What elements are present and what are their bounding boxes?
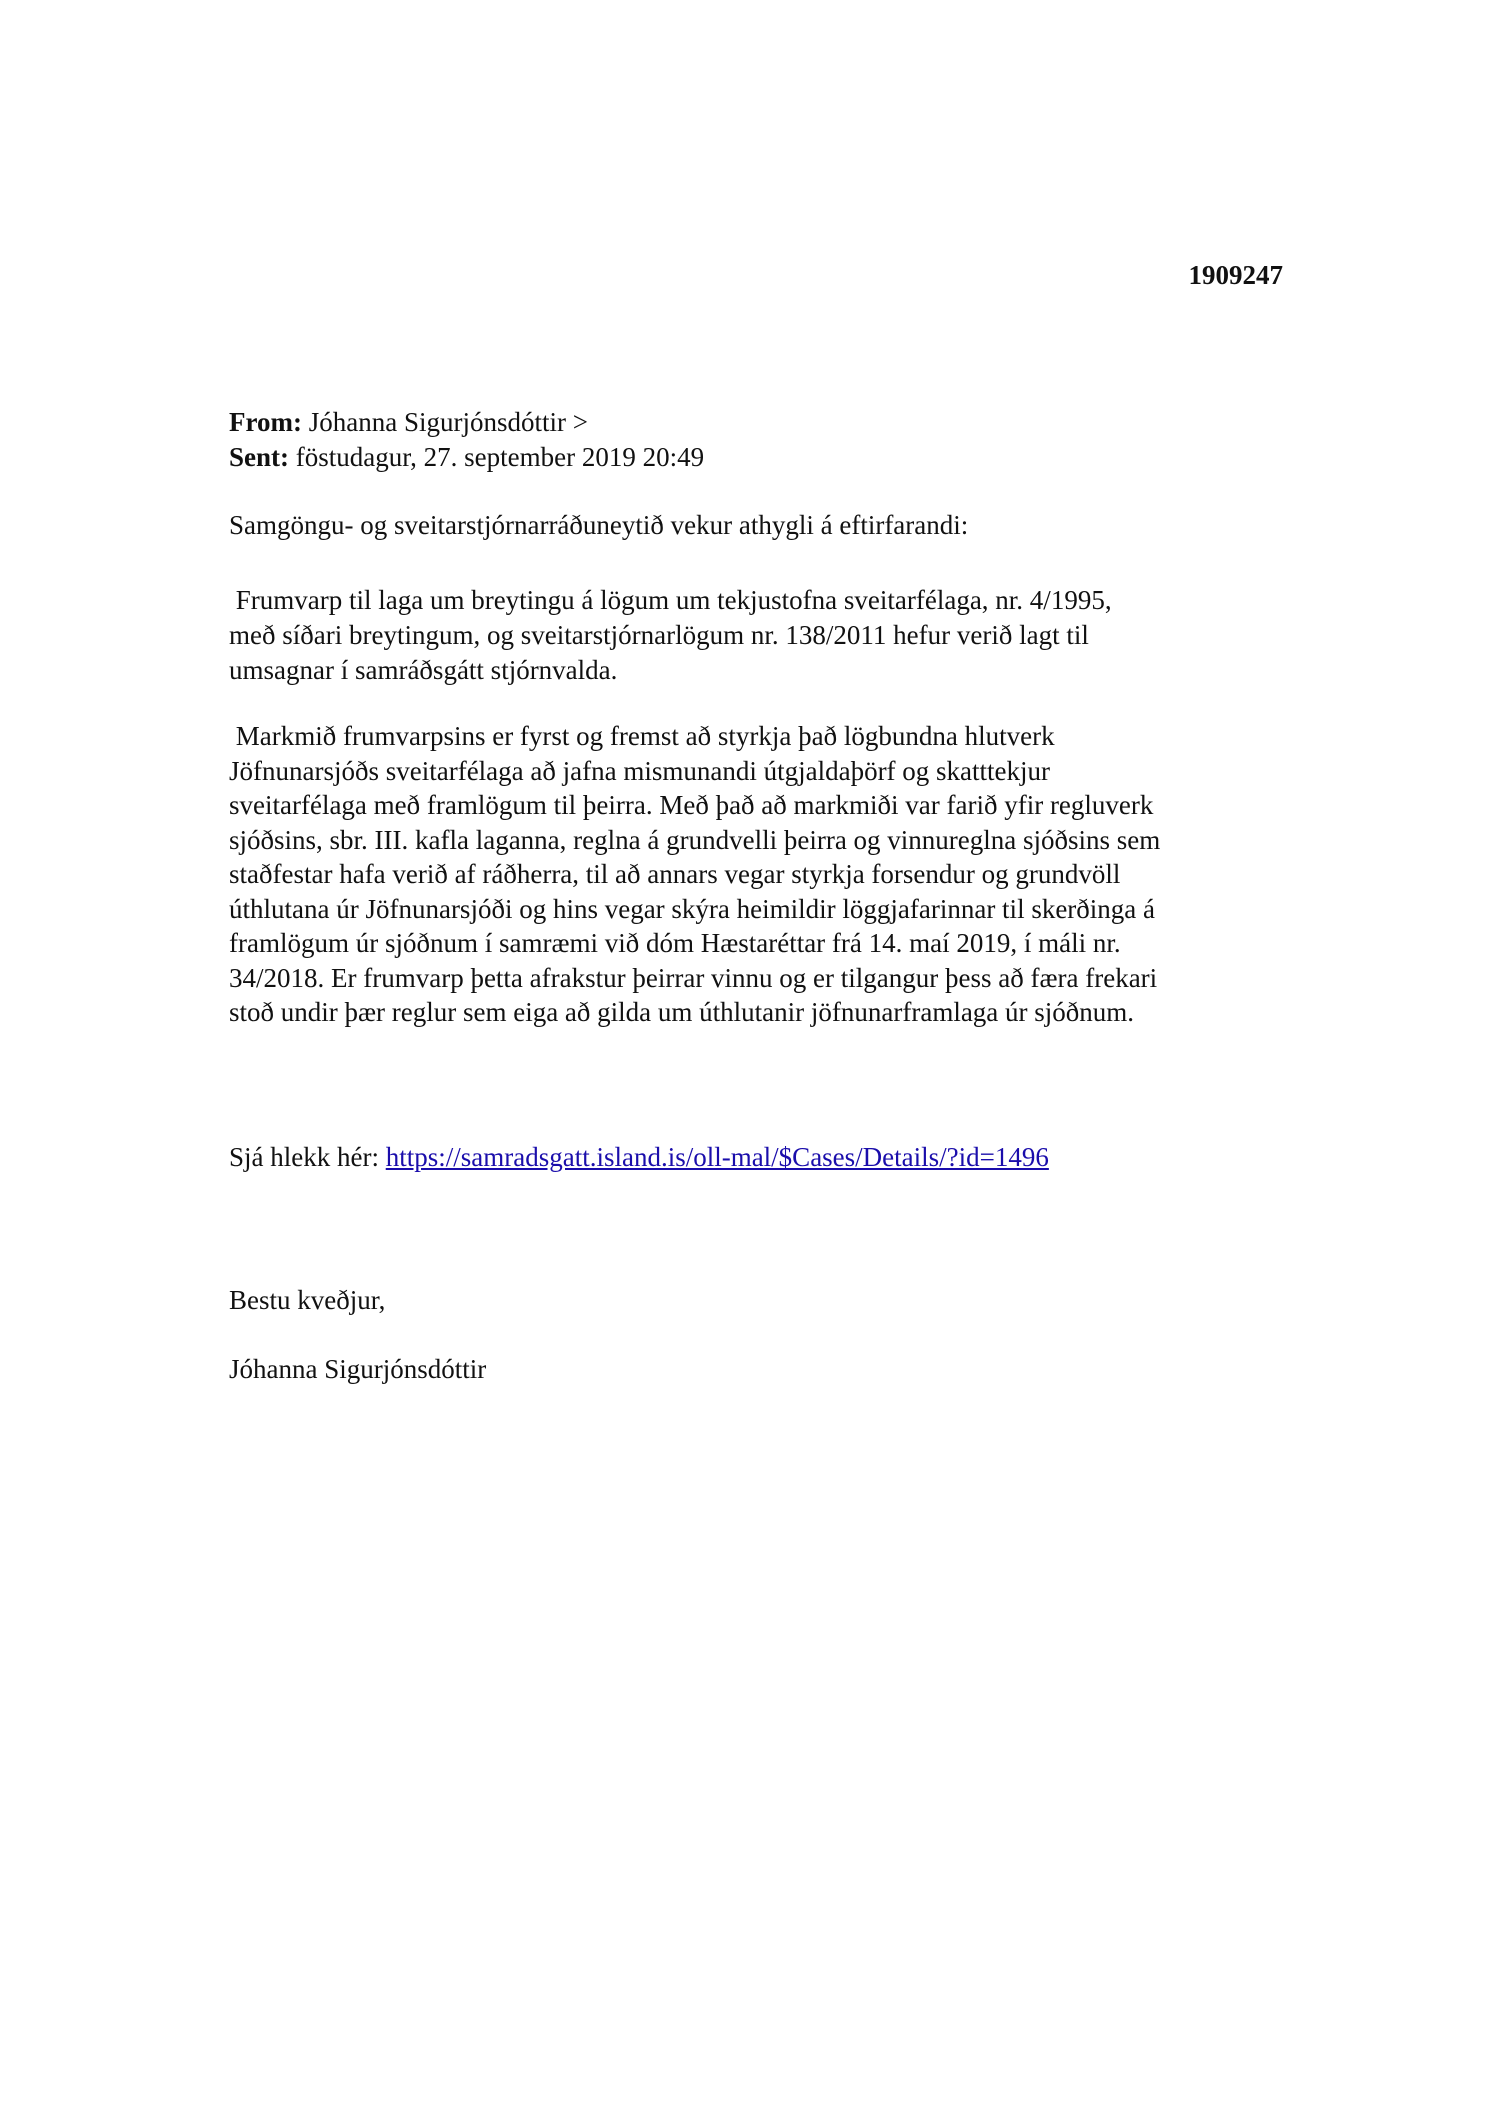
sent-label: Sent:	[229, 442, 289, 472]
case-number: 1909247	[1188, 260, 1283, 290]
body-paragraph-2: Markmið frumvarpsins er fyrst og fremst að styrkja það lögbundna hlutverk Jöfnunarsjóðs sveitarfélaga að jafna mismunandi útgjaldaþörf og skatttekjur sveitarfélaga með framlögum til þeirra. Með það að markmiði var farið yfir regluverk sjóðsins, sbr. III. kafla laganna, reglna á grundvelli þeirra og vinnureglna sjóðsins sem staðfestar hafa verið af ráðherra, til að annars vegar styrkja forsendur og grundvöll úthlutana úr Jöfnunarsjóði og hins vegar skýra heimildir löggjafarinnar til skerðinga á framlögum úr sjóðnum í samræmi við dóm Hæstaréttar frá 14. maí 2019, í máli nr. 34/2018. Er frumvarp þetta afrakstur þeirrar vinnu og er tilgangur þess að færa frekari stoð undir þær reglur sem eiga að gilda um úthlutanir jöfnunarframlaga úr sjóðnum.	[229, 721, 1161, 1027]
consultation-link[interactable]: https://samradsgatt.island.is/oll-mal/$Cases/Details/?id=1496	[385, 1142, 1049, 1172]
intro-text: Samgöngu- og sveitarstjórnarráðuneytið vekur athygli á eftirfarandi:	[229, 510, 969, 540]
email-header	[229, 405, 704, 475]
sent-line	[229, 440, 704, 475]
from-label: From:	[229, 407, 302, 437]
from-value: Jóhanna Sigurjónsdóttir >	[301, 407, 588, 437]
link-prefix: Sjá hlekk hér:	[229, 1142, 386, 1172]
from-line	[229, 405, 704, 440]
sent-value: föstudagur, 27. september 2019 20:49	[289, 442, 705, 472]
link-line	[229, 1140, 1049, 1175]
body-paragraph-1: Frumvarp til laga um breytingu á lögum um tekjustofna sveitarfélaga, nr. 4/1995, með síðari breytingum, og sveitarstjórnarlögum nr. 138/2011 hefur verið lagt til umsagnar í samráðsgátt stjórnvalda.	[229, 585, 1112, 685]
closing-text: Bestu kveðjur,	[229, 1285, 386, 1315]
signature-name: Jóhanna Sigurjónsdóttir	[229, 1354, 487, 1384]
